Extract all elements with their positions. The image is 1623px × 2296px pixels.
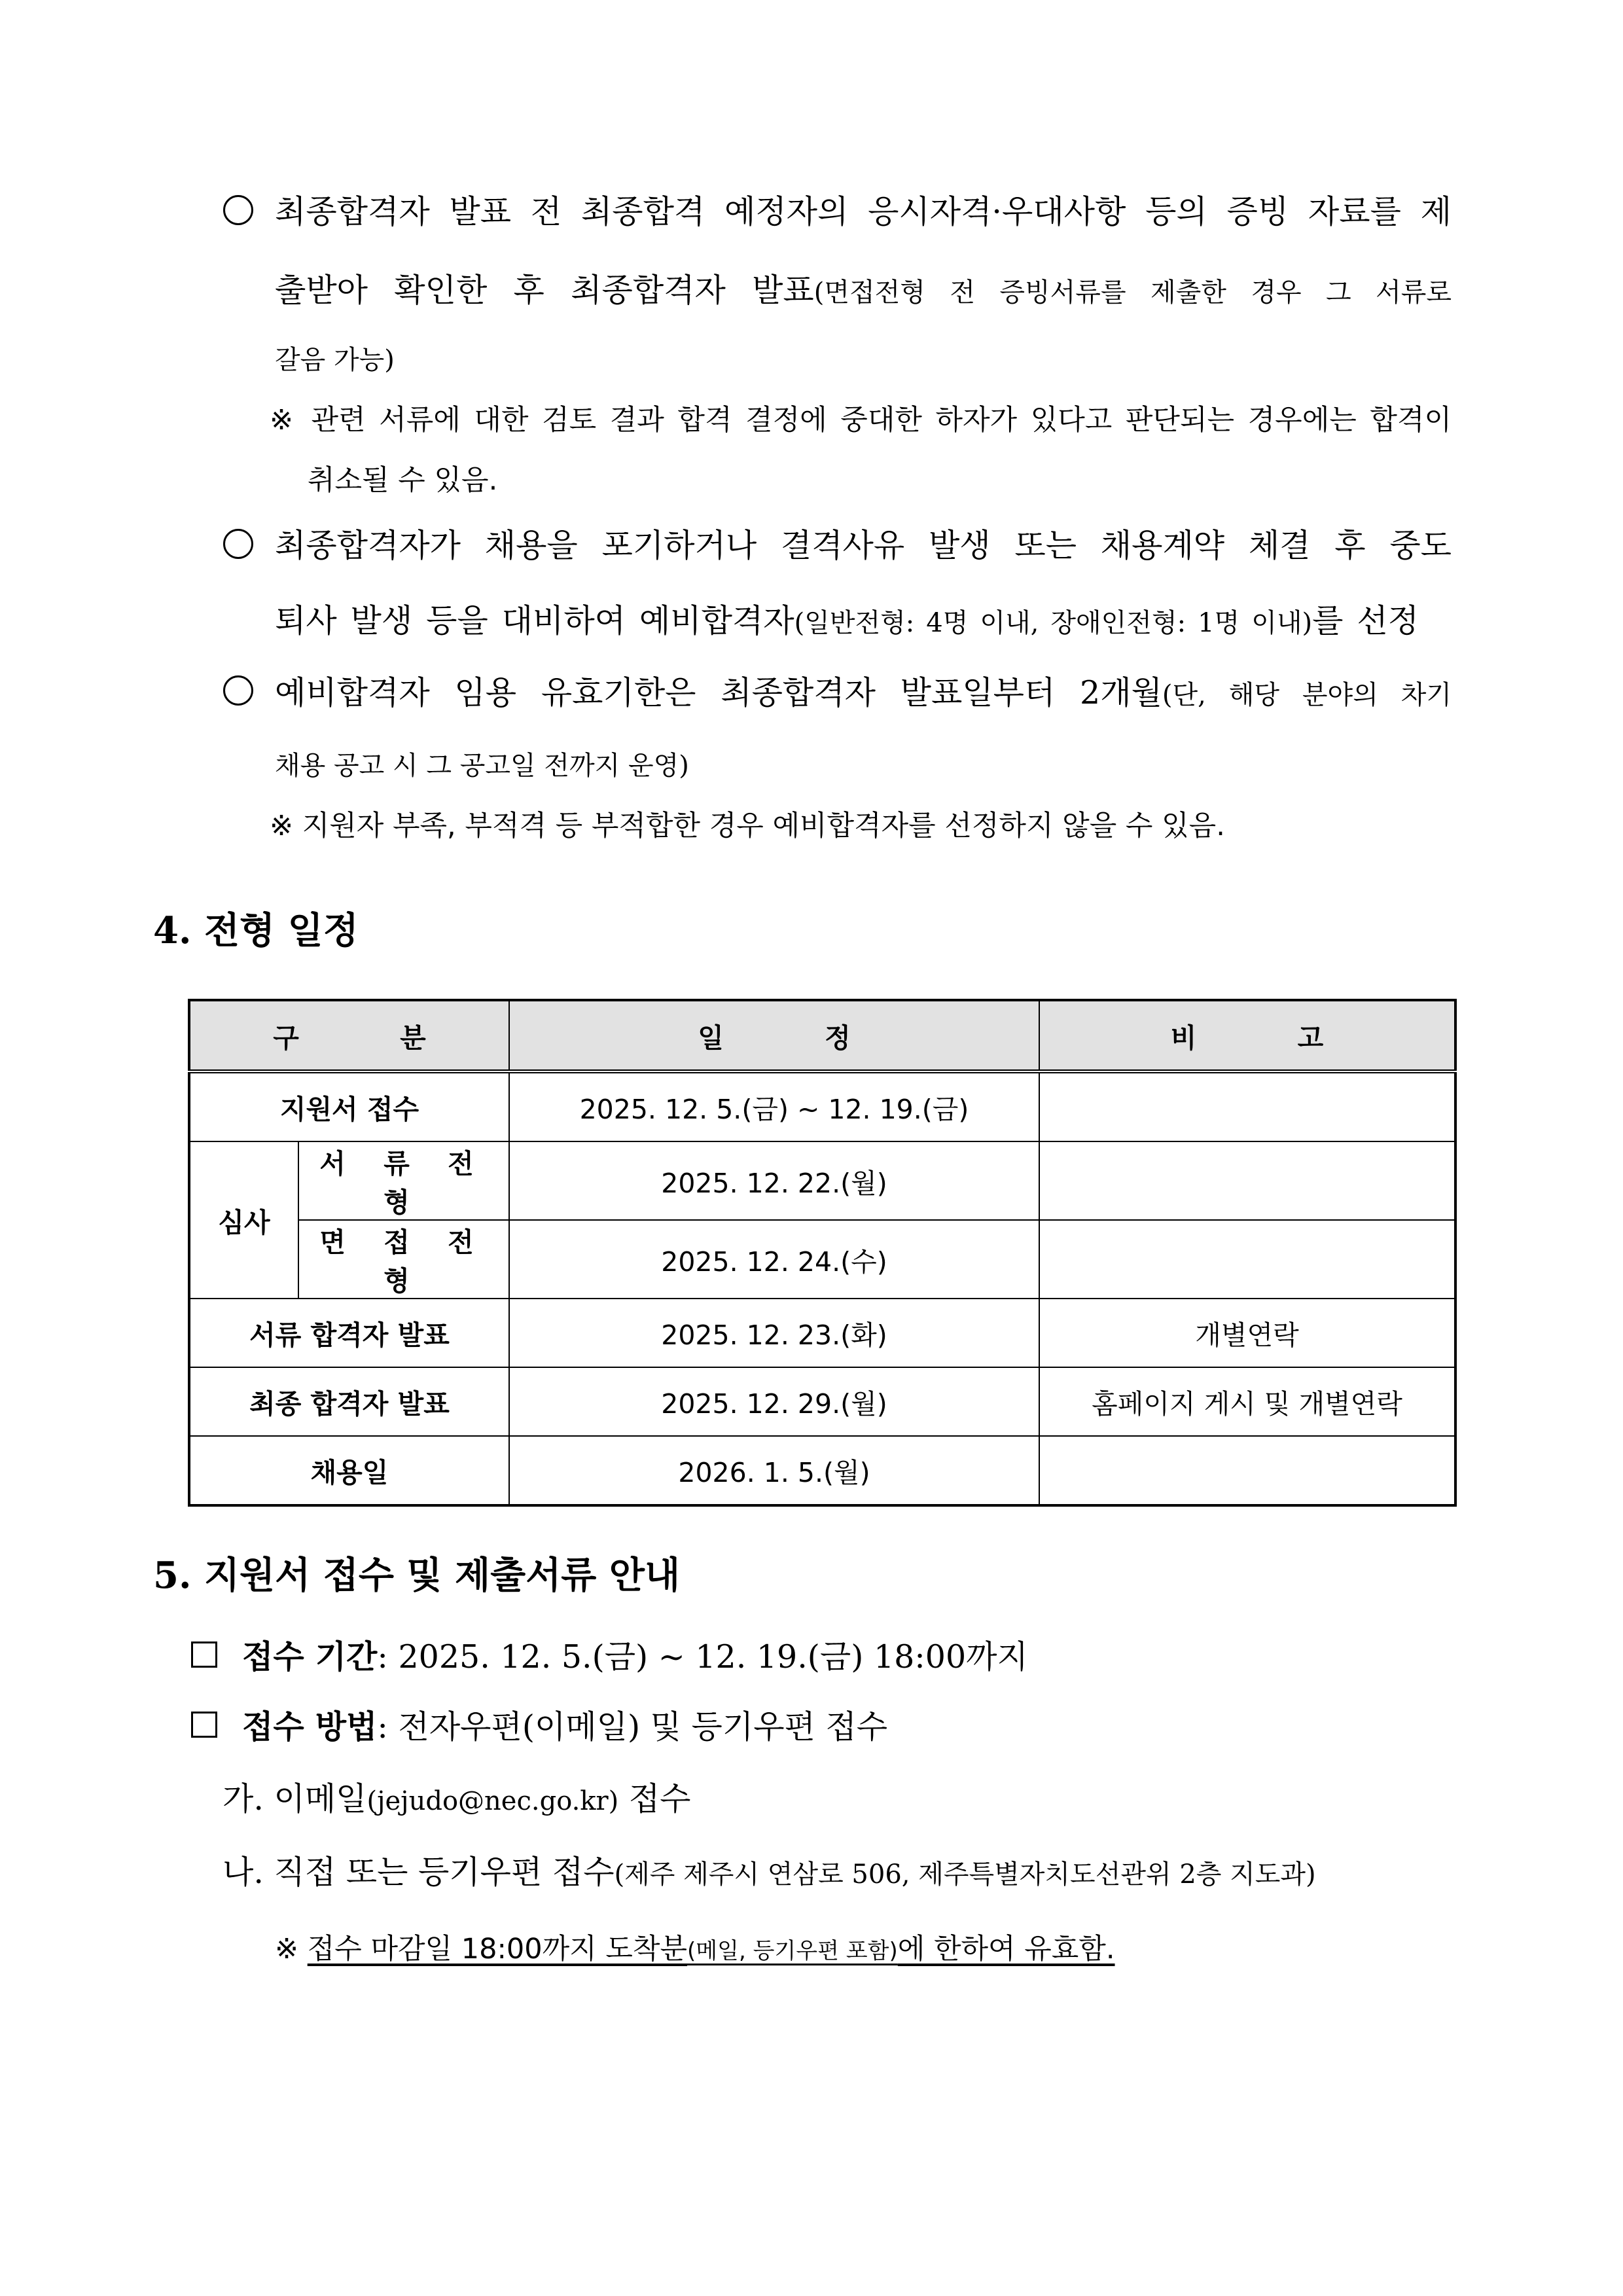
table-row [189, 1220, 1455, 1299]
table-cell-date: 2025. 12. 24.(수) [509, 1220, 1039, 1299]
table-cell-label: 서류 합격자 발표 [189, 1299, 509, 1367]
paragraph-line [275, 265, 1452, 311]
bullet-square-icon [191, 1712, 217, 1738]
bullet-circle-icon [223, 675, 253, 706]
info-line [242, 1632, 1028, 1677]
sub-item [223, 1774, 691, 1820]
sub-item-text: 접수 [618, 1780, 691, 1818]
paragraph-text: 출받아 확인한 후 최종합격자 발표 [275, 272, 814, 309]
paragraph-paren-text: (일반전형: 4명 이내, 장애인전형: 1명 이내) [794, 608, 1313, 638]
reference-note: ※ 지원자 부족, 부적격 등 부적합한 경우 예비합격자를 선정하지 않을 수 있음. [270, 810, 1225, 842]
sub-item [223, 1847, 1316, 1893]
table-cell-date: 2025. 12. 29.(월) [509, 1367, 1039, 1436]
address-text: (제주 제주시 연삼로 506, 제주특별자치도선관위 2층 지도과) [614, 1859, 1316, 1890]
paragraph-line: 최종합격자가 채용을 포기하거나 결격사유 발생 또는 채용계약 체결 후 중도 [275, 527, 1452, 564]
paragraph-text: 퇴사 발생 등을 대비하여 예비합격자 [275, 602, 794, 639]
table-row [189, 1436, 1455, 1505]
bullet-square-icon [191, 1641, 217, 1668]
reference-note [275, 1927, 1115, 1967]
table-cell-date: 2025. 12. 23.(화) [509, 1299, 1039, 1367]
section-heading: 5. 지원서 접수 및 제출서류 안내 [153, 1554, 681, 1597]
paragraph-line: 채용 공고 시 그 공고일 전까지 운영) [275, 751, 689, 781]
info-line [242, 1702, 887, 1748]
paragraph-line [275, 596, 1419, 641]
table-cell-label: 면 접 전 형 [298, 1220, 509, 1299]
table-cell-date: 2025. 12. 5.(금) ~ 12. 19.(금) [509, 1071, 1039, 1141]
table-cell-date: 2025. 12. 22.(월) [509, 1141, 1039, 1220]
bullet-circle-icon [223, 195, 253, 225]
table-cell-note: 개별연락 [1039, 1299, 1455, 1367]
table-row [189, 1367, 1455, 1436]
table-cell-date: 2026. 1. 5.(월) [509, 1436, 1039, 1505]
paragraph-paren-text: (면접전형 전 증빙서류를 제출한 경우 그 서류로 [813, 278, 1452, 308]
table-cell-group: 심사 [189, 1141, 298, 1299]
table-cell-note [1039, 1071, 1455, 1141]
paragraph-text: 를 선정 [1312, 602, 1419, 639]
table-cell-note [1039, 1436, 1455, 1505]
table-cell-label: 지원서 접수 [189, 1071, 509, 1141]
paragraph-line [275, 668, 1452, 713]
paragraph-text: 예비합격자 임용 유효기한은 최종합격자 발표일부터 2개월 [275, 674, 1162, 711]
note-prefix: ※ [275, 1933, 308, 1965]
table-cell-note [1039, 1141, 1455, 1220]
sub-item-text: 가. 이메일 [223, 1780, 367, 1818]
paragraph-line: 갈음 가능) [275, 345, 395, 375]
table-row [189, 1071, 1455, 1141]
note-underlined-text: 접수 마감일 18:00까지 도착분 [307, 1933, 688, 1965]
info-value: : 전자우편(이메일) 및 등기우편 접수 [377, 1708, 888, 1746]
table-row [189, 1141, 1455, 1220]
note-paren-text: (메일, 등기우편 포함) [687, 1938, 898, 1964]
bullet-circle-icon [223, 529, 253, 559]
table-header-row [189, 1000, 1455, 1071]
table-header-cell: 일 정 [509, 1000, 1039, 1071]
email-text: (jejudo@nec.go.kr) [366, 1786, 619, 1816]
info-label: 접수 기간 [242, 1638, 378, 1676]
table-row [189, 1299, 1455, 1367]
table-cell-note [1039, 1220, 1455, 1299]
reference-note: ※ 관련 서류에 대한 검토 결과 합격 결정에 중대한 하자가 있다고 판단되는 경우에는 합격이 [270, 404, 1452, 437]
paragraph-paren-text: (단, 해당 분야의 차기 [1162, 680, 1452, 710]
note-underlined-text: 에 한하여 유효함. [897, 1933, 1115, 1965]
table-cell-label: 최종 합격자 발표 [189, 1367, 509, 1436]
table-header-cell: 비 고 [1039, 1000, 1455, 1071]
schedule-table [188, 999, 1457, 1507]
info-value: : 2025. 12. 5.(금) ~ 12. 19.(금) 18:00까지 [377, 1638, 1028, 1676]
table-cell-note: 홈페이지 게시 및 개별연락 [1039, 1367, 1455, 1436]
sub-item-text: 나. 직접 또는 등기우편 접수 [223, 1854, 615, 1891]
reference-note: 취소될 수 있음. [308, 464, 498, 497]
table-cell-label: 채용일 [189, 1436, 509, 1505]
section-heading: 4. 전형 일정 [153, 909, 359, 952]
info-label: 접수 방법 [242, 1708, 378, 1746]
table-cell-label: 서 류 전 형 [298, 1141, 509, 1220]
table-header-cell: 구 분 [189, 1000, 509, 1071]
paragraph-line: 최종합격자 발표 전 최종합격 예정자의 응시자격·우대사항 등의 증빙 자료를 제 [275, 193, 1452, 230]
